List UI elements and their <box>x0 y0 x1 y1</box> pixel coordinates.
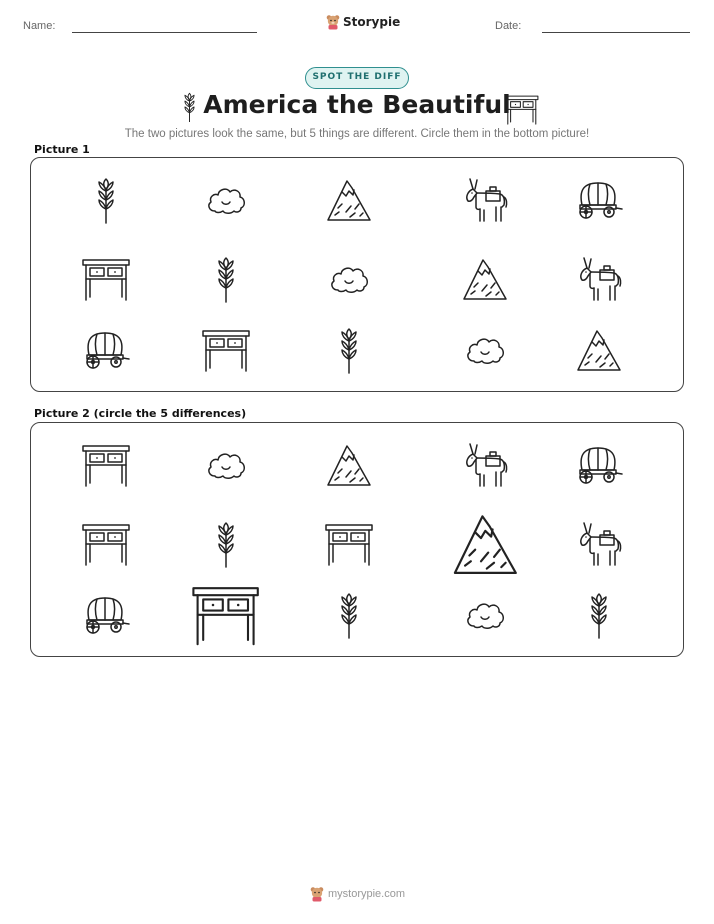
brand-name: Storypie <box>343 15 401 29</box>
donkey-icon <box>462 442 508 488</box>
wheat-icon <box>216 521 236 567</box>
grid-cell-cloud[interactable] <box>206 450 246 480</box>
desk-icon <box>505 94 539 130</box>
grid-cell-wheat[interactable] <box>589 592 609 638</box>
footer-url: mystorypie.com <box>328 888 406 900</box>
grid-cell-wheat <box>96 177 116 223</box>
grid-cell-mountain[interactable] <box>326 443 372 487</box>
mountain-icon <box>452 512 519 576</box>
footer <box>310 886 405 902</box>
grid-cell-mountain <box>462 257 508 301</box>
mountain-icon <box>576 328 622 372</box>
grid-cell-desk <box>202 328 250 372</box>
wagon-icon <box>83 331 129 369</box>
desk-icon <box>202 328 250 372</box>
picture-2-panel[interactable] <box>30 422 684 657</box>
mountain-icon <box>326 443 372 487</box>
grid-cell-donkey[interactable] <box>576 521 622 567</box>
grid-cell-donkey <box>462 177 508 223</box>
mountain-icon <box>326 178 372 222</box>
grid-cell-desk[interactable] <box>192 584 259 646</box>
donkey-icon <box>462 177 508 223</box>
grid-cell-donkey[interactable] <box>462 442 508 488</box>
grid-cell-cloud <box>465 335 505 365</box>
grid-cell-donkey <box>576 256 622 302</box>
cloud-icon <box>206 185 246 215</box>
cloud-icon <box>465 600 505 630</box>
date-line[interactable] <box>542 32 690 33</box>
picture-1-label: Picture 1 <box>34 143 90 156</box>
spot-the-diff-badge: SPOT THE DIFF <box>305 67 409 89</box>
grid-cell-mountain <box>576 328 622 372</box>
donkey-icon <box>576 256 622 302</box>
grid-cell-desk <box>82 257 130 301</box>
desk-icon <box>192 584 259 646</box>
grid-cell-mountain[interactable] <box>452 512 519 576</box>
desk-icon <box>325 522 373 566</box>
wagon-icon <box>576 446 622 484</box>
grid-cell-cloud[interactable] <box>465 600 505 630</box>
date-label: Date: <box>495 20 522 32</box>
grid-cell-desk[interactable] <box>82 522 130 566</box>
wheat-icon <box>339 327 359 373</box>
cloud-icon <box>329 264 369 294</box>
bear-icon <box>326 14 340 30</box>
grid-cell-wagon[interactable] <box>576 446 622 484</box>
cloud-icon <box>206 450 246 480</box>
grid-cell-wheat[interactable] <box>216 521 236 567</box>
grid-cell-mountain <box>326 178 372 222</box>
picture-1-panel <box>30 157 684 392</box>
picture-2-label: Picture 2 (circle the 5 differences) <box>34 407 247 420</box>
brand-logo <box>326 14 400 30</box>
desk-icon <box>82 522 130 566</box>
wagon-icon <box>576 181 622 219</box>
donkey-icon <box>576 521 622 567</box>
wagon-icon <box>83 596 129 634</box>
name-line[interactable] <box>72 32 257 33</box>
grid-cell-cloud <box>206 185 246 215</box>
page-title: America the Beautiful <box>203 90 511 119</box>
name-label: Name: <box>23 20 56 32</box>
mountain-icon <box>462 257 508 301</box>
wheat-icon <box>96 177 116 223</box>
grid-cell-cloud <box>329 264 369 294</box>
desk-icon <box>82 257 130 301</box>
grid-cell-desk[interactable] <box>325 522 373 566</box>
grid-cell-desk[interactable] <box>82 443 130 487</box>
grid-cell-wheat <box>339 327 359 373</box>
wheat-icon <box>216 256 236 302</box>
desk-icon <box>82 443 130 487</box>
grid-cell-wagon <box>576 181 622 219</box>
instructions: The two pictures look the same, but 5 things are different. Circle them in the bottom picture! <box>124 128 590 140</box>
grid-cell-wheat[interactable] <box>339 592 359 638</box>
bear-icon <box>310 886 324 902</box>
wheat-icon <box>589 592 609 638</box>
grid-cell-wagon <box>83 331 129 369</box>
grid-cell-wheat <box>216 256 236 302</box>
wheat-icon <box>339 592 359 638</box>
desk-icon <box>505 94 539 125</box>
grid-cell-wagon[interactable] <box>83 596 129 634</box>
cloud-icon <box>465 335 505 365</box>
